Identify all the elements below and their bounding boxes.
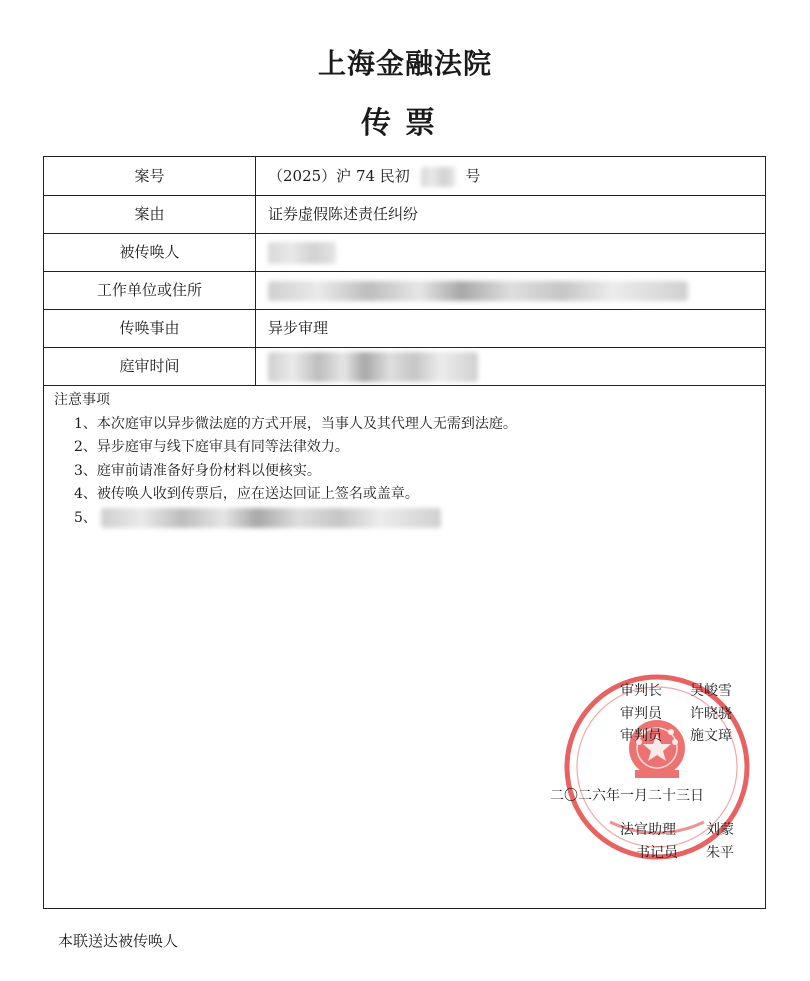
clerk-title: 书记员 — [636, 845, 678, 861]
judge-2-title: 审判员 — [620, 728, 662, 744]
redacted-address — [268, 281, 688, 301]
hearing-time-value — [268, 347, 478, 385]
chief-judge-title: 审判长 — [620, 683, 662, 699]
cause-value: 证券虚假陈述责任纠纷 — [268, 205, 419, 223]
workplace-value — [268, 271, 688, 309]
row-case-number — [44, 157, 765, 196]
issue-date: 二〇二六年一月二十三日 — [550, 788, 704, 804]
reason-label: 传唤事由 — [44, 309, 256, 347]
assistant-title: 法官助理 — [620, 822, 676, 838]
note-item-5-number: 5、 — [74, 509, 97, 526]
note-item-4: 4、被传唤人收到传票后，应在送达回证上签名或盖章。 — [74, 486, 419, 502]
redacted-case-number — [421, 167, 455, 187]
note-item-1: 1、本次庭审以异步微法庭的方式开展，当事人及其代理人无需到法庭。 — [74, 415, 517, 432]
row-reason — [44, 309, 765, 348]
note-item-2: 2、异步庭审与线下庭审具有同等法律效力。 — [74, 439, 349, 455]
summoned-person-value — [268, 233, 336, 271]
judge-1-name: 许晓骁 — [690, 706, 732, 722]
case-number-suffix: 号 — [465, 167, 481, 185]
redacted-name — [268, 242, 336, 264]
row-hearing-time — [44, 347, 765, 386]
summons-table — [43, 156, 766, 909]
cause-label: 案由 — [44, 195, 256, 233]
document-title: 传票 — [361, 106, 449, 141]
row-cause — [44, 195, 765, 234]
workplace-label: 工作单位或住所 — [44, 271, 256, 309]
summoned-person-label: 被传唤人 — [44, 233, 256, 271]
notes-section — [54, 389, 754, 530]
row-summoned-person — [44, 233, 765, 272]
reason-value: 异步审理 — [268, 319, 329, 337]
case-number-prefix: （2025）沪 74 民初 — [268, 167, 410, 185]
note-item-3: 3、庭审前请准备好身份材料以便核实。 — [74, 462, 321, 479]
assistant-name: 刘蒙 — [706, 822, 734, 838]
note-item-5 — [74, 507, 754, 531]
chief-judge-name: 吴峻雪 — [690, 683, 732, 699]
redacted-note — [101, 508, 441, 528]
hearing-time-label: 庭审时间 — [44, 347, 256, 385]
case-number-value — [268, 157, 480, 195]
judge-2-name: 施文璋 — [690, 728, 732, 744]
court-name: 上海金融法院 — [317, 47, 492, 80]
clerk-name: 朱平 — [706, 845, 734, 861]
notes-title: 注意事项 — [54, 392, 110, 408]
judge-1-title: 审判员 — [620, 706, 662, 722]
row-workplace — [44, 271, 765, 310]
case-number-label: 案号 — [44, 157, 256, 195]
redacted-hearing-time — [268, 352, 478, 382]
delivery-note: 本联送达被传唤人 — [58, 932, 179, 950]
